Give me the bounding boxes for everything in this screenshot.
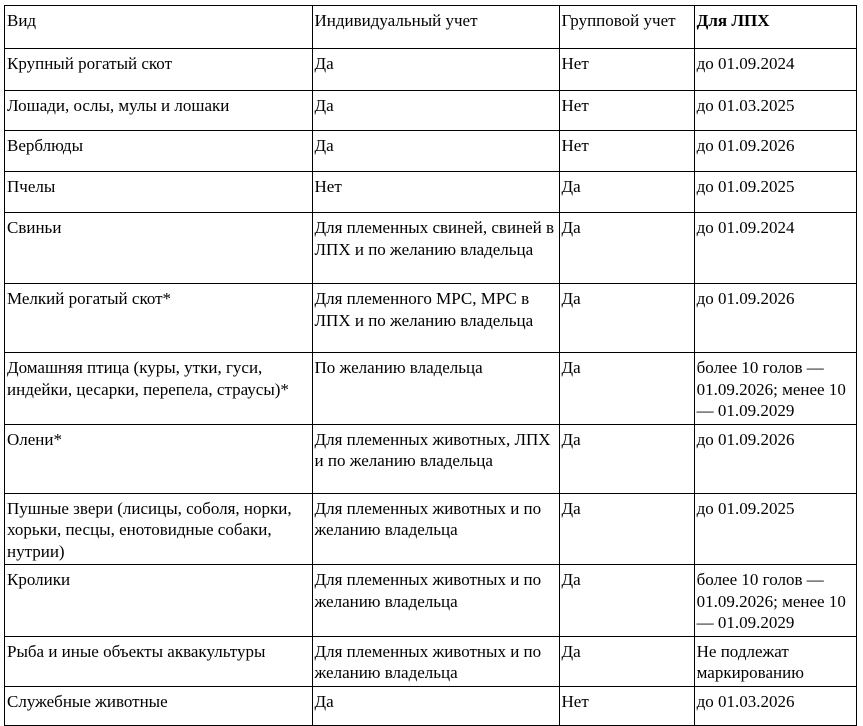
cell-group: Нет — [559, 686, 694, 725]
cell-individual: Для племенного МРС, МРС в ЛПХ и по желанию владельца — [312, 284, 559, 353]
cell-individual: Для племенных животных и по желанию владельца — [312, 493, 559, 565]
table-row — [5, 284, 857, 353]
cell-kind: Олени* — [5, 424, 313, 493]
cell-group: Да — [559, 172, 694, 213]
cell-group: Да — [559, 565, 694, 637]
table-row — [5, 131, 857, 172]
cell-kind: Домашняя птица (куры, утки, гуси, индейки, цесарки, перепела, страусы)* — [5, 353, 313, 425]
cell-group: Нет — [559, 49, 694, 91]
cell-group: Нет — [559, 131, 694, 172]
cell-individual: Для племенных животных, ЛПХ и по желанию владельца — [312, 424, 559, 493]
cell-lph: до 01.09.2026 — [694, 424, 856, 493]
cell-kind: Лошади, ослы, мулы и лошаки — [5, 91, 313, 131]
cell-lph: до 01.03.2025 — [694, 91, 856, 131]
cell-kind: Верблюды — [5, 131, 313, 172]
cell-individual: Да — [312, 91, 559, 131]
cell-lph: до 01.09.2024 — [694, 213, 856, 284]
header-group: Групповой учет — [559, 6, 694, 49]
table-row — [5, 686, 857, 725]
cell-group: Да — [559, 493, 694, 565]
table-row — [5, 91, 857, 131]
header-lph: Для ЛПХ — [694, 6, 856, 49]
cell-lph: до 01.09.2026 — [694, 284, 856, 353]
cell-kind: Служебные животные — [5, 686, 313, 725]
cell-kind: Рыба и иные объекты аквакультуры — [5, 636, 313, 686]
cell-kind: Свиньи — [5, 213, 313, 284]
cell-lph: до 01.03.2026 — [694, 686, 856, 725]
table-row — [5, 493, 857, 565]
cell-lph: до 01.09.2025 — [694, 172, 856, 213]
cell-lph: до 01.09.2026 — [694, 131, 856, 172]
cell-individual: Да — [312, 49, 559, 91]
cell-lph: более 10 голов — 01.09.2026; менее 10 — 01.09.2029 — [694, 353, 856, 425]
cell-individual: Для племенных животных и по желанию владельца — [312, 636, 559, 686]
cell-kind: Пчелы — [5, 172, 313, 213]
cell-group: Да — [559, 424, 694, 493]
cell-lph: до 01.09.2024 — [694, 49, 856, 91]
table-row — [5, 424, 857, 493]
cell-group: Да — [559, 284, 694, 353]
cell-group: Да — [559, 213, 694, 284]
cell-individual: Для племенных свиней, свиней в ЛПХ и по желанию владельца — [312, 213, 559, 284]
table-row — [5, 49, 857, 91]
cell-group: Да — [559, 353, 694, 425]
cell-individual: Для племенных животных и по желанию владельца — [312, 565, 559, 637]
cell-individual: По желанию владельца — [312, 353, 559, 425]
cell-kind: Кролики — [5, 565, 313, 637]
cell-individual: Нет — [312, 172, 559, 213]
cell-lph: до 01.09.2025 — [694, 493, 856, 565]
cell-individual: Да — [312, 131, 559, 172]
cell-kind: Крупный рогатый скот — [5, 49, 313, 91]
table-row — [5, 213, 857, 284]
cell-lph: Не подлежат маркированию — [694, 636, 856, 686]
table-row — [5, 565, 857, 637]
table-row — [5, 172, 857, 213]
cell-kind: Пушные звери (лисицы, соболя, норки, хорьки, песцы, енотовидные собаки, нутрии) — [5, 493, 313, 565]
header-individual: Индивидуальный учет — [312, 6, 559, 49]
cell-lph: более 10 голов — 01.09.2026; менее 10 — 01.09.2029 — [694, 565, 856, 637]
table-header-row — [5, 6, 857, 49]
cell-group: Нет — [559, 91, 694, 131]
livestock-accounting-table — [4, 5, 857, 726]
cell-kind: Мелкий рогатый скот* — [5, 284, 313, 353]
table-row — [5, 636, 857, 686]
cell-group: Да — [559, 636, 694, 686]
cell-individual: Да — [312, 686, 559, 725]
header-kind: Вид — [5, 6, 313, 49]
table-row — [5, 353, 857, 425]
